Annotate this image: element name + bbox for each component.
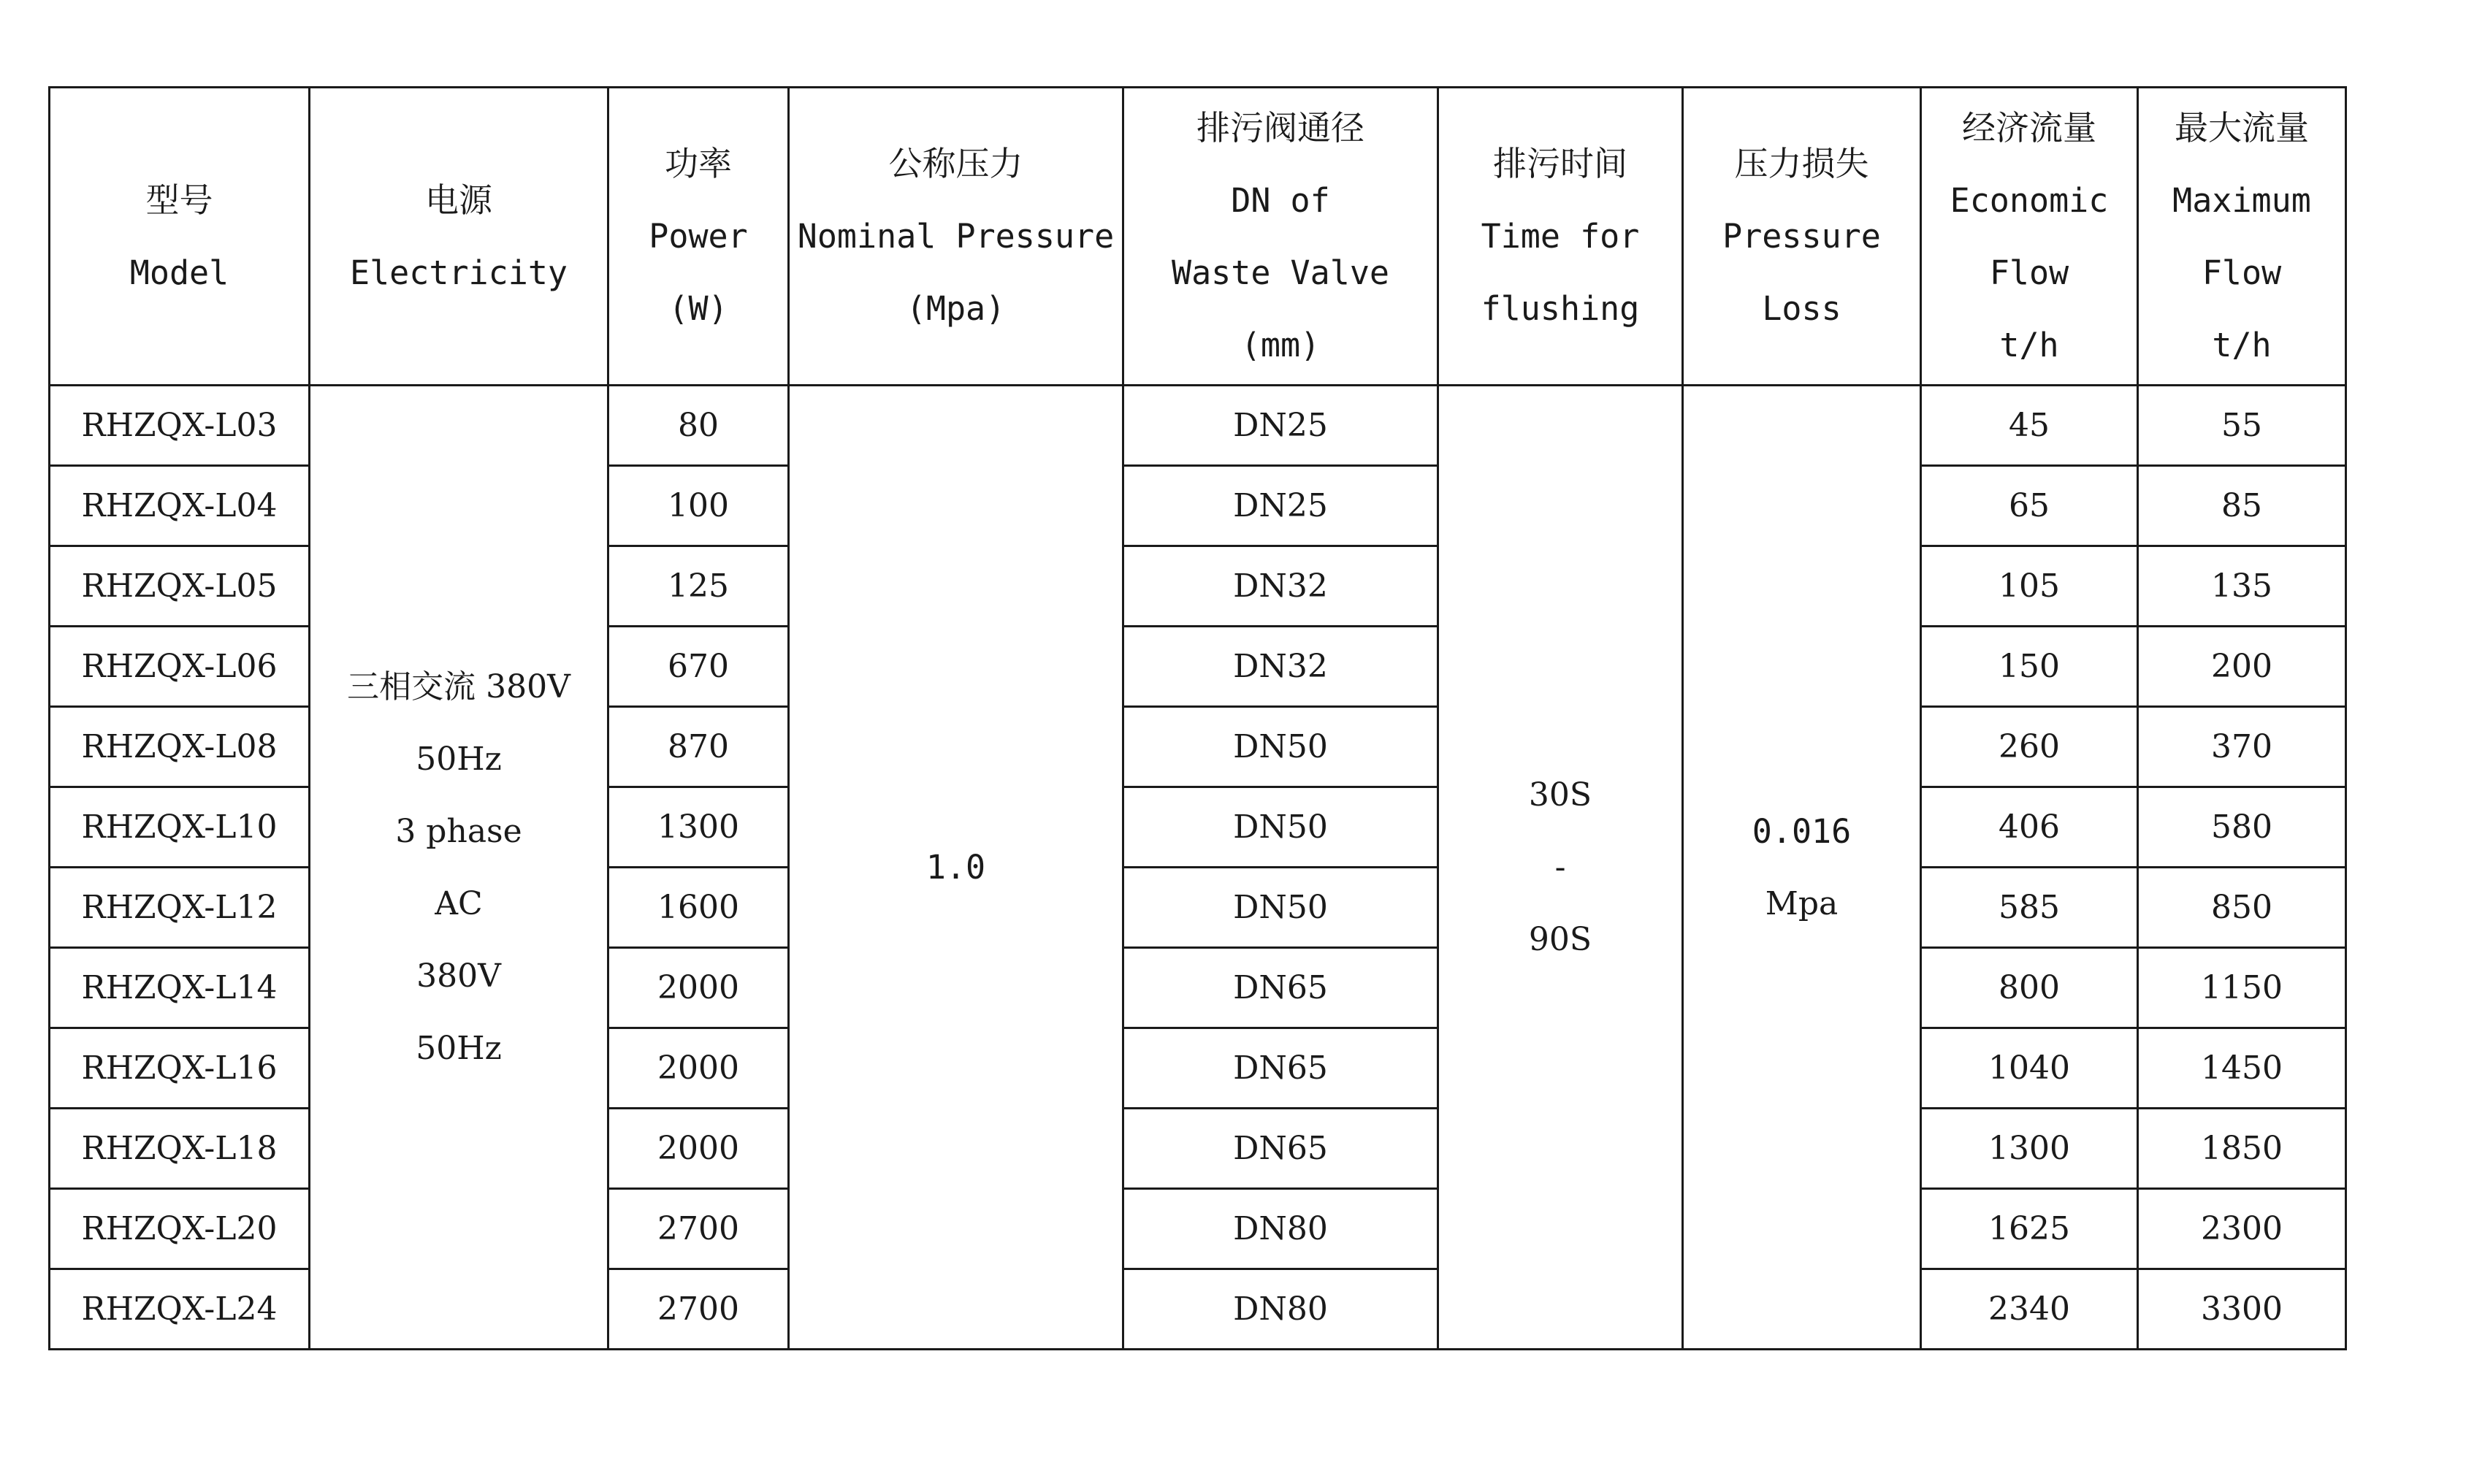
max-flow-cell: 580 — [2138, 787, 2346, 868]
electricity-cell-line: 50Hz — [416, 740, 502, 778]
spec-table — [48, 86, 2347, 1350]
max-flow-cell: 1450 — [2138, 1028, 2346, 1109]
dn-cell: DN80 — [1123, 1269, 1438, 1350]
header-pressure-zh: 公称压力 — [888, 144, 1023, 183]
electricity-cell-line: 3 phase — [395, 812, 522, 850]
electricity-cell-line: 380V — [416, 957, 501, 995]
pressure-loss-cell-line: Mpa — [1765, 884, 1839, 922]
dn-cell: DN50 — [1123, 868, 1438, 948]
econ-flow-cell: 1625 — [1921, 1189, 2138, 1269]
header-loss-zh: 压力损失 — [1734, 144, 1869, 183]
max-flow-cell: 2300 — [2138, 1189, 2346, 1269]
header-econ-unit: t/h — [1999, 325, 2059, 364]
header-row — [50, 88, 2346, 386]
model-cell: RHZQX-L20 — [50, 1189, 310, 1269]
power-cell: 80 — [608, 386, 789, 466]
econ-flow-cell: 1300 — [1921, 1109, 2138, 1189]
model-cell: RHZQX-L10 — [50, 787, 310, 868]
header-max-en2: Flow — [2202, 253, 2282, 292]
header-max-unit: t/h — [2212, 325, 2272, 364]
model-cell: RHZQX-L16 — [50, 1028, 310, 1109]
flush-time-cell-line: - — [1554, 849, 1566, 886]
power-cell: 870 — [608, 707, 789, 787]
power-cell: 2700 — [608, 1189, 789, 1269]
header-econ-en2: Flow — [1989, 253, 2069, 292]
header-electricity — [310, 88, 608, 386]
model-cell: RHZQX-L05 — [50, 546, 310, 627]
dn-cell: DN32 — [1123, 627, 1438, 707]
max-flow-cell: 1850 — [2138, 1109, 2346, 1189]
header-max — [2138, 88, 2346, 386]
header-electricity-zh: 电源 — [425, 180, 492, 220]
dn-cell: DN80 — [1123, 1189, 1438, 1269]
power-cell: 670 — [608, 627, 789, 707]
header-loss-en1: Pressure — [1722, 217, 1881, 256]
econ-flow-cell: 45 — [1921, 386, 2138, 466]
header-econ-en1: Economic — [1950, 180, 2109, 220]
power-cell: 1600 — [608, 868, 789, 948]
econ-flow-cell: 2340 — [1921, 1269, 2138, 1350]
header-flush — [1438, 88, 1683, 386]
model-cell: RHZQX-L04 — [50, 466, 310, 546]
header-pressure — [789, 88, 1123, 386]
model-cell: RHZQX-L08 — [50, 707, 310, 787]
header-max-en1: Maximum — [2172, 180, 2311, 220]
econ-flow-cell: 800 — [1921, 948, 2138, 1028]
power-cell: 1300 — [608, 787, 789, 868]
header-pressure-en: Nominal Pressure — [797, 217, 1115, 256]
power-cell: 2000 — [608, 1028, 789, 1109]
max-flow-cell: 850 — [2138, 868, 2346, 948]
model-cell: RHZQX-L18 — [50, 1109, 310, 1189]
dn-cell: DN65 — [1123, 1109, 1438, 1189]
header-power-zh: 功率 — [665, 144, 732, 183]
header-econ — [1921, 88, 2138, 386]
power-cell: 2000 — [608, 1109, 789, 1189]
dn-cell: DN32 — [1123, 546, 1438, 627]
max-flow-cell: 3300 — [2138, 1269, 2346, 1350]
power-cell: 125 — [608, 546, 789, 627]
electricity-cell-line: 三相交流 380V — [347, 668, 570, 705]
header-model-zh: 型号 — [145, 180, 213, 220]
econ-flow-cell: 260 — [1921, 707, 2138, 787]
flush-time-cell — [1438, 386, 1683, 1350]
dn-cell: DN25 — [1123, 466, 1438, 546]
table-body — [50, 386, 2346, 1350]
econ-flow-cell: 406 — [1921, 787, 2138, 868]
header-max-zh: 最大流量 — [2175, 107, 2309, 148]
econ-flow-cell: 105 — [1921, 546, 2138, 627]
header-power-en: Power — [649, 217, 748, 256]
econ-flow-cell: 65 — [1921, 466, 2138, 546]
dn-cell: DN65 — [1123, 1028, 1438, 1109]
header-flush-zh: 排污时间 — [1493, 144, 1627, 183]
flush-time-cell-line: 90S — [1528, 921, 1592, 958]
dn-cell: DN50 — [1123, 707, 1438, 787]
max-flow-cell: 1150 — [2138, 948, 2346, 1028]
header-valve — [1123, 88, 1438, 386]
header-flush-en2: flushing — [1481, 289, 1640, 328]
dn-cell: DN65 — [1123, 948, 1438, 1028]
econ-flow-cell: 1040 — [1921, 1028, 2138, 1109]
max-flow-cell: 370 — [2138, 707, 2346, 787]
header-valve-en1: DN of — [1231, 180, 1330, 220]
header-econ-zh: 经济流量 — [1962, 107, 2096, 148]
electricity-cell-line: AC — [435, 884, 483, 922]
max-flow-cell: 55 — [2138, 386, 2346, 466]
header-electricity-en: Electricity — [349, 253, 568, 292]
header-power-unit: (W) — [668, 289, 728, 328]
max-flow-cell: 85 — [2138, 466, 2346, 546]
power-cell: 2700 — [608, 1269, 789, 1350]
header-model — [50, 88, 310, 386]
electricity-cell-line: 50Hz — [416, 1029, 502, 1067]
header-power — [608, 88, 789, 386]
model-cell: RHZQX-L24 — [50, 1269, 310, 1350]
dn-cell: DN50 — [1123, 787, 1438, 868]
econ-flow-cell: 150 — [1921, 627, 2138, 707]
header-loss-en2: Loss — [1762, 289, 1841, 328]
electricity-cell — [310, 386, 608, 1350]
header-flush-en1: Time for — [1481, 217, 1640, 256]
header-valve-en2: Waste Valve — [1171, 253, 1389, 292]
flush-time-cell-line: 30S — [1528, 776, 1592, 814]
table-row — [50, 386, 2346, 466]
model-cell: RHZQX-L06 — [50, 627, 310, 707]
power-cell: 2000 — [608, 948, 789, 1028]
pressure-loss-cell — [1683, 386, 1921, 1350]
header-pressure-unit: (Mpa) — [906, 289, 1006, 328]
max-flow-cell: 200 — [2138, 627, 2346, 707]
max-flow-cell: 135 — [2138, 546, 2346, 627]
model-cell: RHZQX-L12 — [50, 868, 310, 948]
pressure-loss-cell-line: 0.016 — [1752, 811, 1852, 851]
header-model-en: Model — [129, 253, 229, 292]
header-valve-unit: (mm) — [1240, 325, 1321, 364]
model-cell: RHZQX-L14 — [50, 948, 310, 1028]
header-loss — [1683, 88, 1921, 386]
dn-cell: DN25 — [1123, 386, 1438, 466]
power-cell: 100 — [608, 466, 789, 546]
header-valve-zh: 排污阀通径 — [1196, 107, 1364, 148]
pressure-cell: 1.0 — [789, 386, 1123, 1350]
model-cell: RHZQX-L03 — [50, 386, 310, 466]
econ-flow-cell: 585 — [1921, 868, 2138, 948]
